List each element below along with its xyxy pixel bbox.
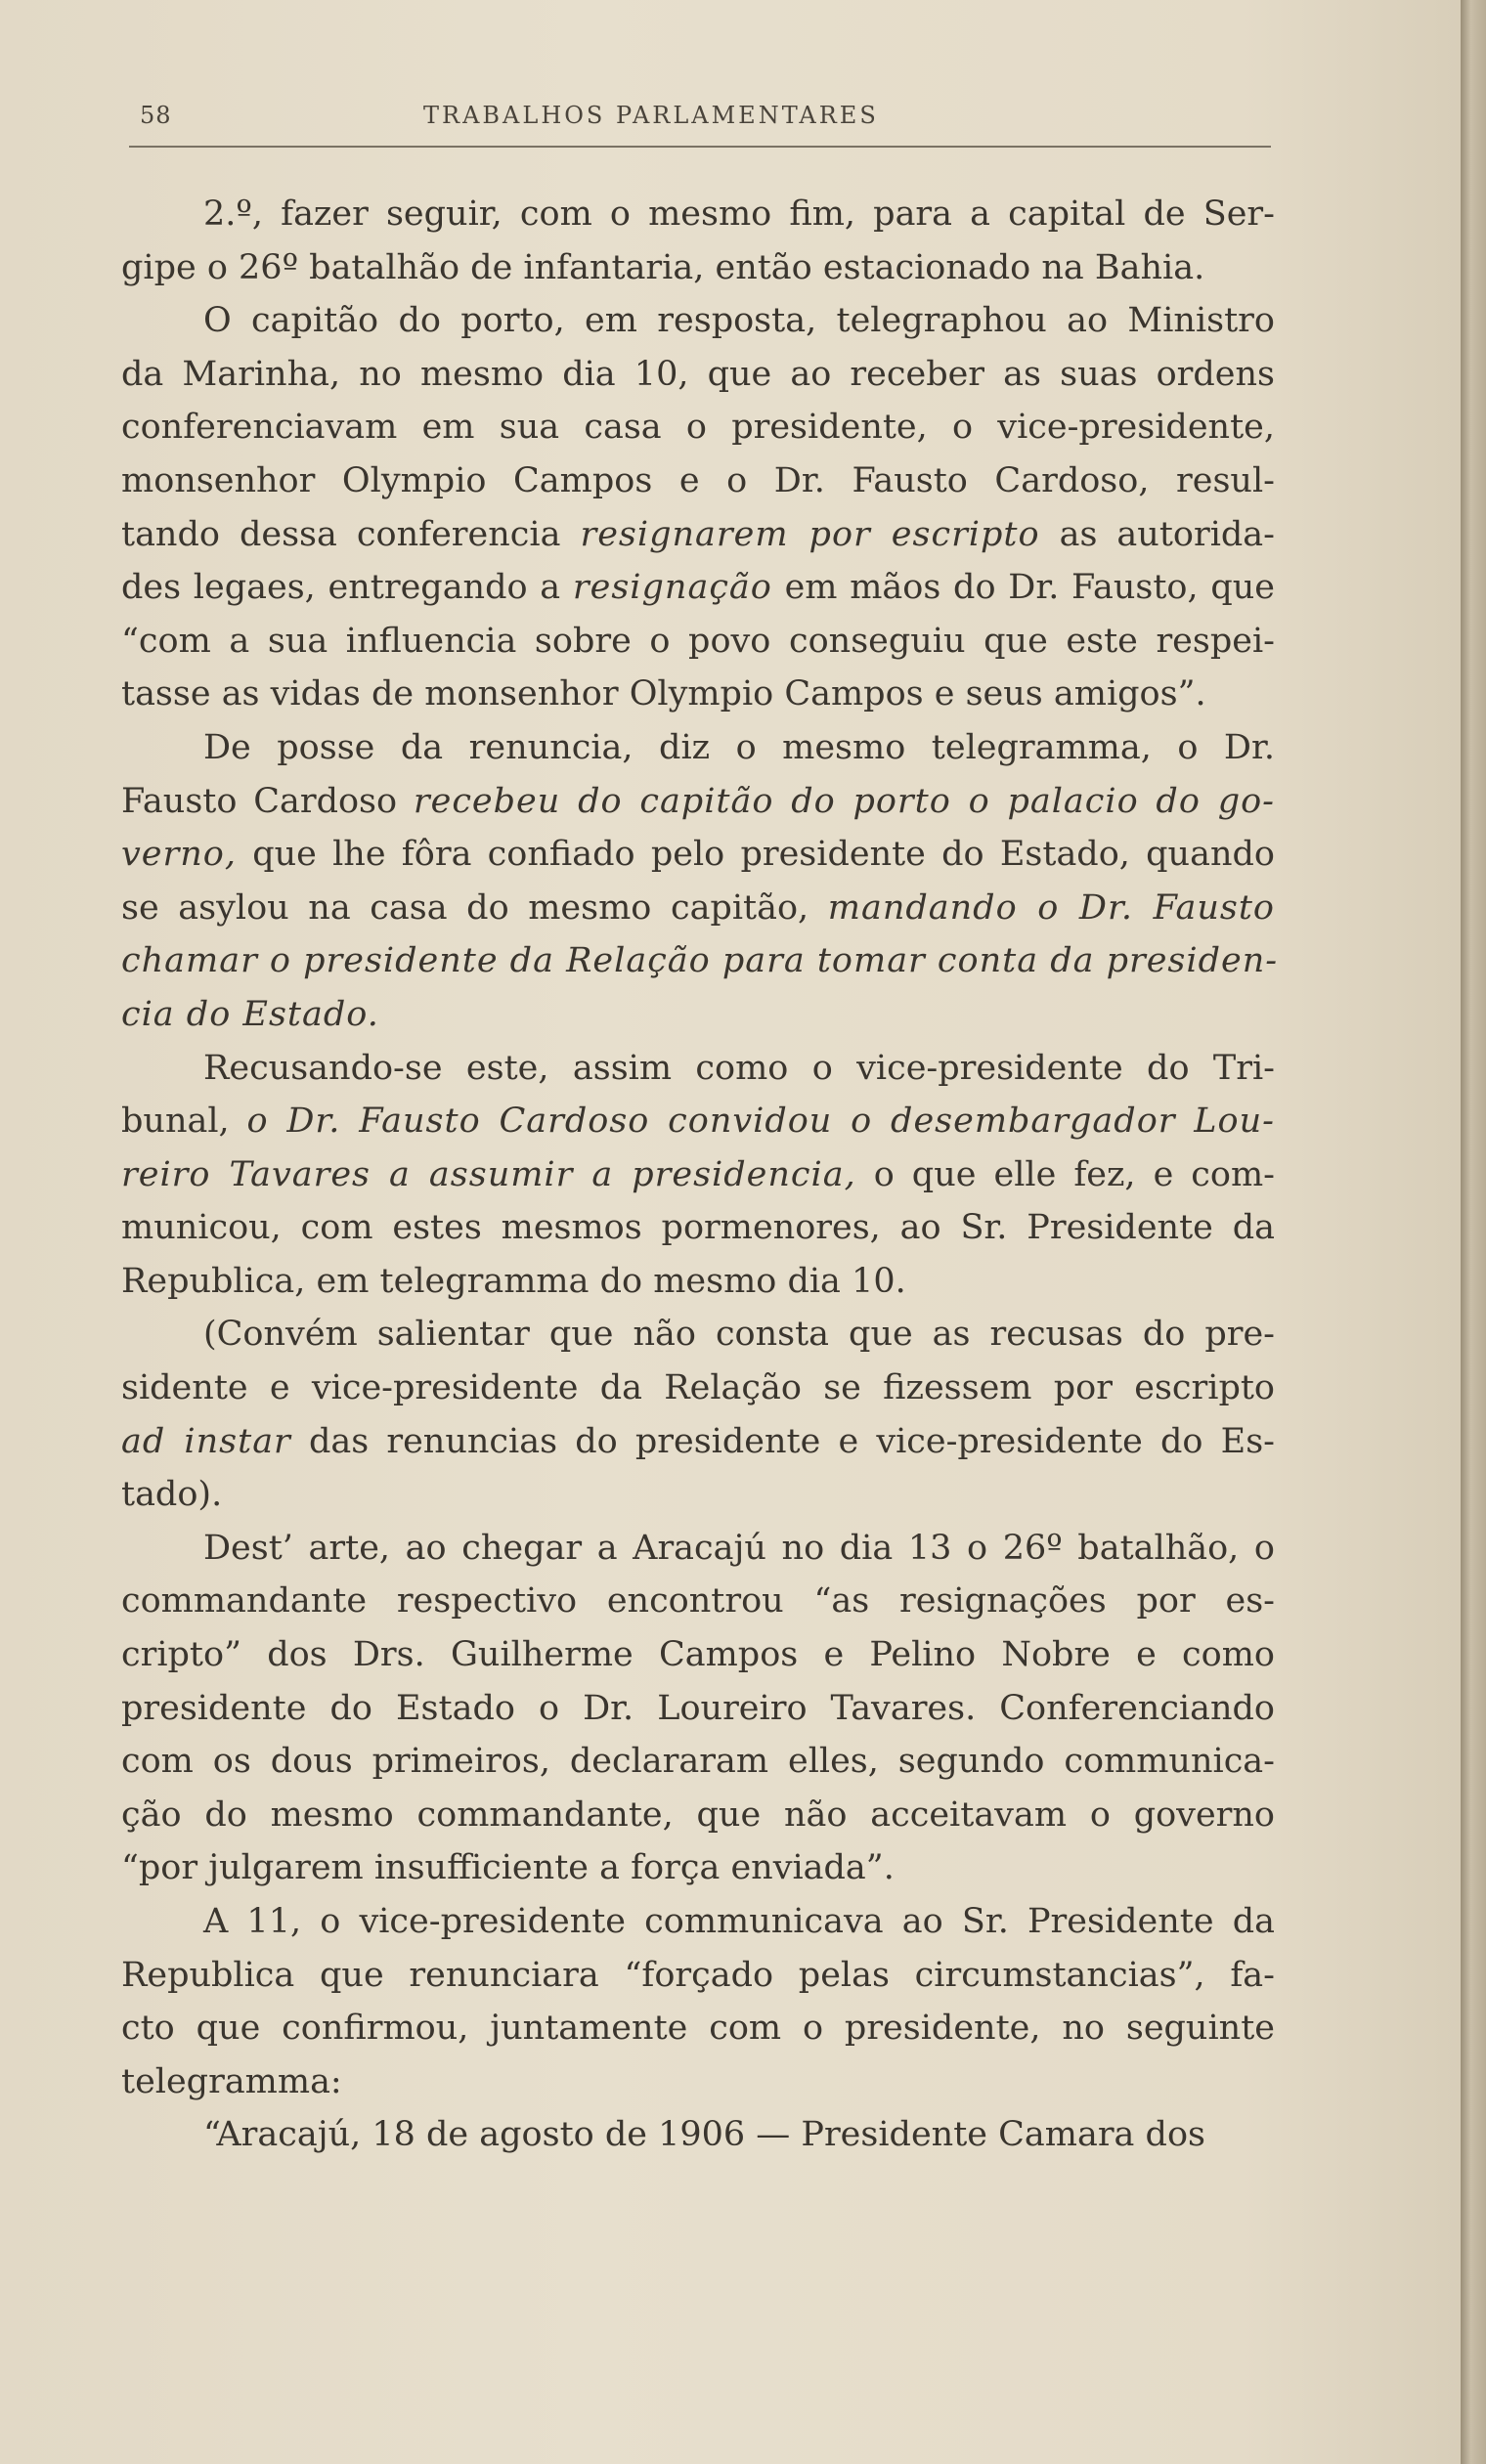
text-run: as autorida- (1039, 514, 1276, 554)
italic-run: ad instar (121, 1421, 291, 1461)
text-line (121, 561, 1275, 615)
text-line (121, 775, 1275, 829)
text-run: De posse da renuncia, diz o mesmo telegramma, o Dr. (203, 727, 1275, 767)
text-line (121, 348, 1275, 402)
text-run: municou, com estes mesmos pormenores, ao Sr. Presidente da (121, 1208, 1275, 1248)
text-run: que lhe fôra confiado pelo presidente do Estado, quando (236, 835, 1275, 875)
text-run: 2.º, fazer seguir, com o mesmo fim, para a capital de Ser- (203, 195, 1275, 234)
italic-run: resignarem por escripto (580, 514, 1040, 554)
text-line (121, 1841, 1275, 1895)
text-run: A 11, o vice-presidente communicava ao Sr. Presidente da (203, 1902, 1275, 1941)
text-run: monsenhor Olympio Campos e o Dr. Fausto Cardoso, resul- (121, 460, 1275, 500)
text-run: conferenciavam em sua casa o presidente, o vice-presidente, (121, 408, 1275, 448)
text-line (121, 882, 1275, 935)
text-line (121, 1255, 1275, 1309)
text-line (121, 1415, 1275, 1469)
text-line (121, 1362, 1275, 1415)
text-line (121, 1682, 1275, 1736)
body-text (121, 188, 1279, 2162)
italic-run: o Dr. Fausto Cardoso convidou o desembargador Lou- (246, 1102, 1275, 1142)
text-line (121, 1789, 1275, 1842)
text-line (121, 1575, 1275, 1628)
page-number: 58 (140, 102, 172, 129)
text-line (121, 668, 1275, 721)
text-line (121, 721, 1275, 775)
text-run: tado). (121, 1475, 223, 1515)
text-line (121, 454, 1275, 508)
text-run: Recusando-se este, assim como o vice-presidente do Tri- (203, 1048, 1275, 1088)
text-run: cripto” dos Drs. Guilherme Campos e Pelino Nobre e como (121, 1635, 1275, 1675)
text-run: em mãos do Dr. Fausto, que (771, 568, 1275, 608)
text-run: bunal, (121, 1102, 247, 1142)
page-header (140, 102, 1274, 137)
text-line (121, 1042, 1275, 1096)
text-line (121, 1949, 1275, 2003)
text-line (121, 2108, 1275, 2162)
running-title: TRABALHOS PARLAMENTARES (423, 102, 879, 129)
text-line (121, 1201, 1275, 1255)
text-line (121, 1735, 1275, 1789)
text-run: ção do mesmo commandante, que não acceitavam o governo (121, 1794, 1275, 1835)
text-run: “Aracajú, 18 de agosto de 1906 — Presidente Camara dos (203, 2115, 1205, 2155)
text-line (121, 615, 1275, 669)
page-edge (1461, 0, 1486, 2464)
text-run: Republica que renunciara “forçado pelas circumstancias”, fa- (121, 1955, 1275, 1995)
italic-run: recebeu do capitão do porto o palacio do go- (413, 781, 1275, 821)
italic-run: reiro Tavares a assumir a presidencia, (121, 1154, 856, 1194)
italic-run: mandando o Dr. Fausto (827, 887, 1275, 928)
text-run: tando dessa conferencia (121, 514, 581, 554)
text-line (121, 294, 1275, 348)
text-run: gipe o 26º batalhão de infantaria, então estacionado na Bahia. (121, 247, 1205, 287)
text-run: telegramma: (121, 2061, 342, 2101)
text-line (121, 1468, 1275, 1522)
text-run: da Marinha, no mesmo dia 10, que ao receber as suas ordens (121, 354, 1275, 394)
text-run: des legaes, entregando a (121, 568, 573, 608)
text-run: presidente do Estado o Dr. Loureiro Tavares. Conferenciando (121, 1688, 1275, 1728)
text-run: “com a sua influencia sobre o povo conseguiu que este respei- (121, 621, 1275, 661)
text-run: sidente e vice-presidente da Relação se fizessem por escripto (121, 1368, 1275, 1408)
text-run: Dest’ arte, ao chegar a Aracajú no dia 13 o 26º batalhão, o (203, 1528, 1275, 1568)
text-run: se asylou na casa do mesmo capitão, (121, 887, 828, 928)
text-run: “por julgarem insufficiente a força enviada”. (121, 1848, 895, 1888)
text-run: commandante respectivo encontrou “as resignações por es- (121, 1581, 1275, 1621)
italic-run: cia do Estado. (121, 994, 379, 1034)
text-line (121, 508, 1275, 562)
text-run: Republica, em telegramma do mesmo dia 10. (121, 1261, 906, 1301)
text-line (121, 828, 1275, 882)
text-line (121, 2055, 1275, 2109)
text-line (121, 401, 1275, 454)
italic-run: chamar o presidente da Relação para tomar conta da presiden- (121, 941, 1279, 981)
text-run: O capitão do porto, em resposta, telegraphou ao Ministro (203, 301, 1275, 341)
text-run: das renuncias do presidente e vice-presidente do Es- (290, 1421, 1275, 1461)
text-run: o que elle fez, e com- (855, 1154, 1275, 1194)
header-rule (129, 146, 1271, 148)
text-line (121, 1148, 1275, 1202)
text-run: com os dous primeiros, declararam elles, segundo communica- (121, 1742, 1275, 1782)
text-line (121, 2002, 1275, 2055)
text-run: Fausto Cardoso (121, 781, 414, 821)
italic-run: resignação (572, 568, 772, 608)
text-line (121, 1522, 1275, 1576)
text-line (121, 934, 1279, 988)
italic-run: verno, (121, 835, 237, 875)
text-run: (Convém salientar que não consta que as recusas do pre- (203, 1315, 1275, 1355)
text-line (121, 1895, 1275, 1949)
text-line (121, 1628, 1275, 1682)
text-line (121, 1308, 1275, 1362)
text-run: cto que confirmou, juntamente com o presidente, no seguinte (121, 2009, 1275, 2049)
text-line (121, 241, 1275, 295)
text-line (121, 1095, 1275, 1148)
text-line (121, 988, 1275, 1042)
text-run: tasse as vidas de monsenhor Olympio Campos e seus amigos”. (121, 674, 1206, 714)
text-line (121, 188, 1275, 241)
